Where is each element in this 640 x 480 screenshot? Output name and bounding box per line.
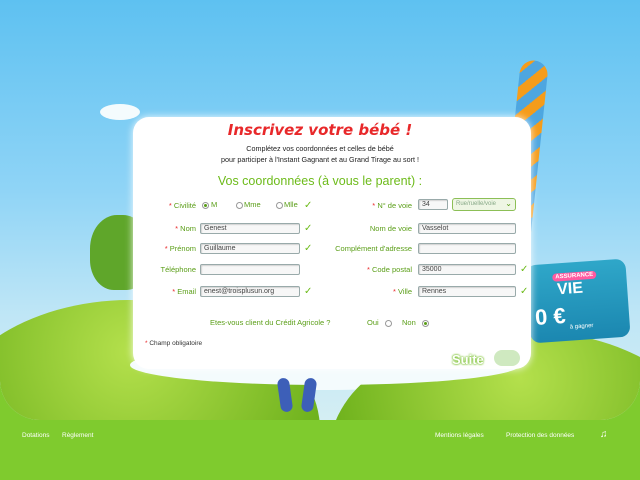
telephone-label: Téléphone xyxy=(160,265,196,274)
civilite-label: * Civilité xyxy=(168,201,196,210)
arrow-right-icon[interactable] xyxy=(494,350,520,366)
check-icon: ✓ xyxy=(304,223,313,234)
type-voie-value: Rue/ruelle/voie xyxy=(456,201,497,207)
required-note: * Champ obligatoire xyxy=(145,340,203,347)
civilite-option-m: M xyxy=(211,200,218,209)
question-option-oui: Oui xyxy=(367,318,379,327)
ville-label: * Ville xyxy=(392,287,412,296)
question-radio-oui[interactable] xyxy=(385,320,392,327)
civilite-option-mme: Mme xyxy=(244,200,261,209)
ad-title: VIE xyxy=(556,279,584,299)
footer-protection-link[interactable]: Protection des données xyxy=(506,432,575,439)
mascot-legs xyxy=(275,378,320,412)
email-label: * Email xyxy=(172,287,196,296)
check-icon: ✓ xyxy=(520,286,529,297)
email-input[interactable]: enest@troisplusun.org xyxy=(200,286,300,297)
civilite-radio-m[interactable] xyxy=(202,202,209,209)
telephone-input[interactable] xyxy=(200,264,300,275)
question-option-non: Non xyxy=(402,318,416,327)
check-icon: ✓ xyxy=(520,264,529,275)
page-title: Inscrivez votre bébé ! xyxy=(227,121,413,139)
intro-line-2: pour participer à l'Instant Gagnant et au Grand Tirage au sort ! xyxy=(221,155,419,164)
sound-icon[interactable]: ♫ xyxy=(600,429,608,440)
num-voie-input[interactable]: 34 xyxy=(418,199,448,210)
prenom-input[interactable]: Guillaume xyxy=(200,243,300,254)
num-voie-label: * N° de voie xyxy=(372,201,412,210)
code-postal-input[interactable]: 35000 xyxy=(418,264,516,275)
nom-voie-input[interactable]: Vasselot xyxy=(418,223,516,234)
ad-small-text: à gagner xyxy=(569,322,594,331)
ad-amount: 0 € xyxy=(534,302,567,331)
nom-input[interactable]: Genest xyxy=(200,223,300,234)
check-icon: ✓ xyxy=(304,286,313,297)
prenom-label: * Prénom xyxy=(164,244,196,253)
check-icon: ✓ xyxy=(304,243,313,254)
footer-dotations-link[interactable]: Dotations xyxy=(22,432,50,439)
footer-reglement-link[interactable]: Règlement xyxy=(62,432,94,439)
nom-label: * Nom xyxy=(175,224,196,233)
civilite-radio-mlle[interactable] xyxy=(276,202,283,209)
intro-line-1: Complétez vos coordonnées et celles de bébé xyxy=(246,144,394,153)
civilite-option-mlle: Mlle xyxy=(284,200,298,209)
credit-agricole-question: Etes-vous client du Crédit Agricole ? xyxy=(210,318,331,327)
complement-input[interactable] xyxy=(418,243,516,254)
question-radio-non[interactable] xyxy=(422,320,429,327)
footer-mentions-link[interactable]: Mentions légales xyxy=(435,432,484,439)
cloud xyxy=(100,104,140,120)
suite-button[interactable]: Suite xyxy=(452,352,484,367)
assurance-vie-ad[interactable] xyxy=(525,259,630,344)
ad-label: ASSURANCE xyxy=(552,271,596,282)
type-voie-select[interactable] xyxy=(452,198,516,211)
code-postal-label: * Code postal xyxy=(366,265,412,274)
complement-label: Complément d'adresse xyxy=(335,244,412,253)
nom-voie-label: Nom de voie xyxy=(369,224,412,233)
ville-input[interactable]: Rennes xyxy=(418,286,516,297)
check-icon: ✓ xyxy=(304,200,313,211)
chevron-down-icon: ⌄ xyxy=(505,199,512,208)
civilite-radio-mme[interactable] xyxy=(236,202,243,209)
section-title: Vos coordonnées (à vous le parent) : xyxy=(217,174,423,188)
